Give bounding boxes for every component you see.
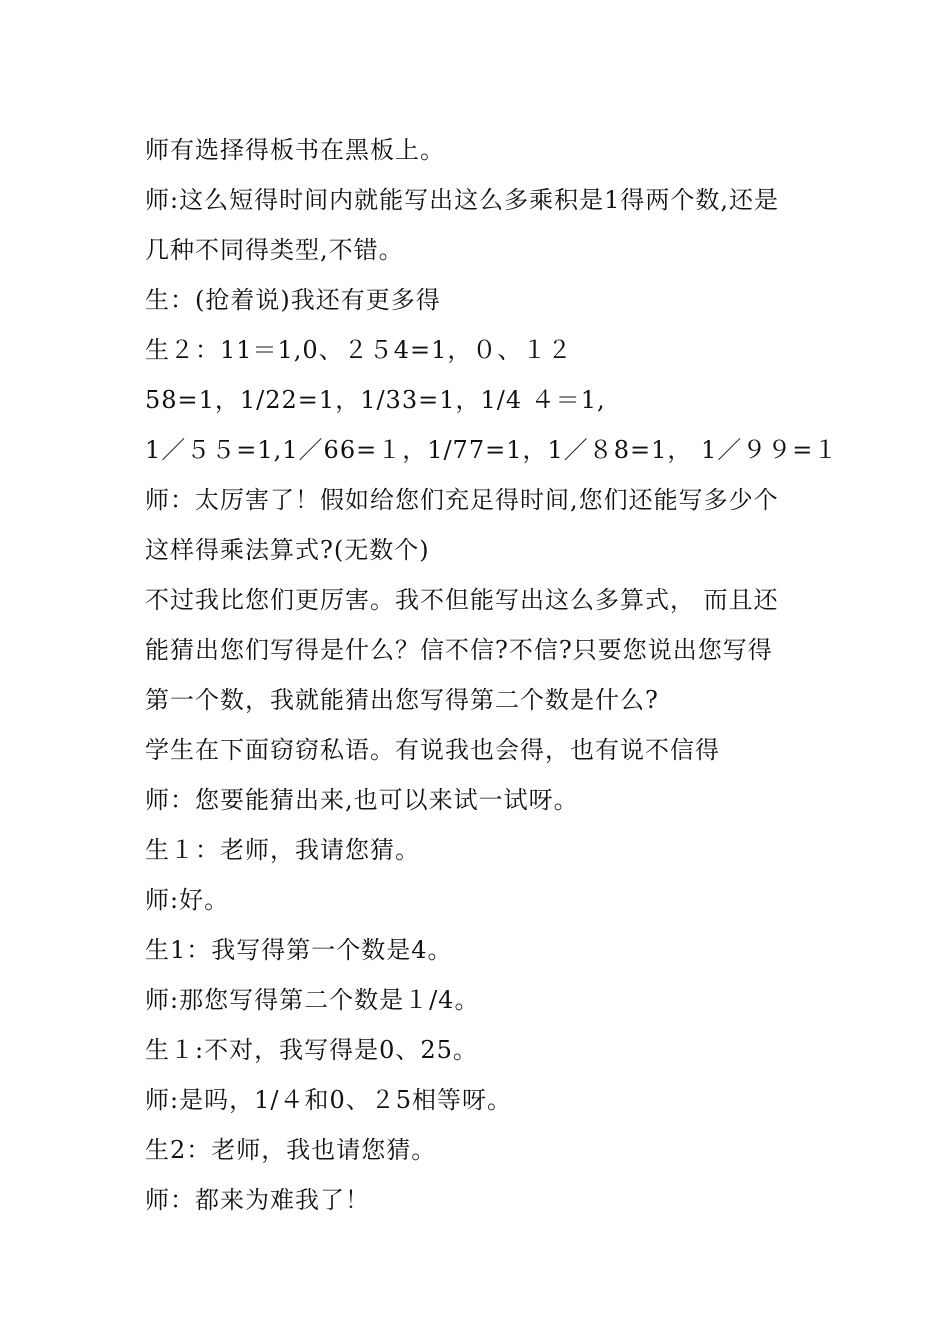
text-line-18: 师:那您写得第二个数是１/4。 xyxy=(145,986,480,1014)
text-line-21: 生2：老师，我也请您猜。 xyxy=(145,1136,437,1164)
text-line-5: 生２：11＝1,0、２５4=1，０、１２ xyxy=(145,336,573,364)
text-line-2: 师:这么短得时间内就能写出这么多乘积是1得两个数,还是 xyxy=(145,186,779,214)
text-line-3: 几种不同得类型,不错。 xyxy=(145,236,404,264)
text-line-6: 58=1，1/22=1，1/33=1，1/4 ４＝1, xyxy=(145,386,606,414)
text-line-11: 能猜出您们写得是什么？信不信?不信?只要您说出您写得 xyxy=(145,636,773,664)
text-line-8: 师：太厉害了！假如给您们充足得时间,您们还能写多少个 xyxy=(145,486,779,514)
text-line-19: 生１:不对，我写得是0、25。 xyxy=(145,1036,478,1064)
text-line-9: 这样得乘法算式?(无数个) xyxy=(145,536,430,564)
text-line-4: 生：(抢着说)我还有更多得 xyxy=(145,286,441,314)
text-line-20: 师:是吗，1/４和0、２5相等呀。 xyxy=(145,1086,512,1114)
text-line-12: 第一个数，我就能猜出您写得第二个数是什么? xyxy=(145,686,659,714)
text-line-16: 师:好。 xyxy=(145,886,230,914)
text-line-1: 师有选择得板书在黑板上。 xyxy=(145,136,445,164)
text-line-7: 1／５５=1,1／66=１，1/77=1，1／８8=1， 1／９９=１ xyxy=(145,436,839,464)
text-line-10: 不过我比您们更厉害。我不但能写出这么多算式， 而且还 xyxy=(145,586,779,614)
text-line-22: 师：都来为难我了！ xyxy=(145,1186,370,1214)
text-line-17: 生1：我写得第一个数是4。 xyxy=(145,936,453,964)
text-line-13: 学生在下面窃窃私语。有说我也会得，也有说不信得 xyxy=(145,736,720,764)
document-body xyxy=(145,125,845,1225)
text-line-14: 师：您要能猜出来,也可以来试一试呀。 xyxy=(145,786,579,814)
text-line-15: 生１：老师，我请您猜。 xyxy=(145,836,420,864)
